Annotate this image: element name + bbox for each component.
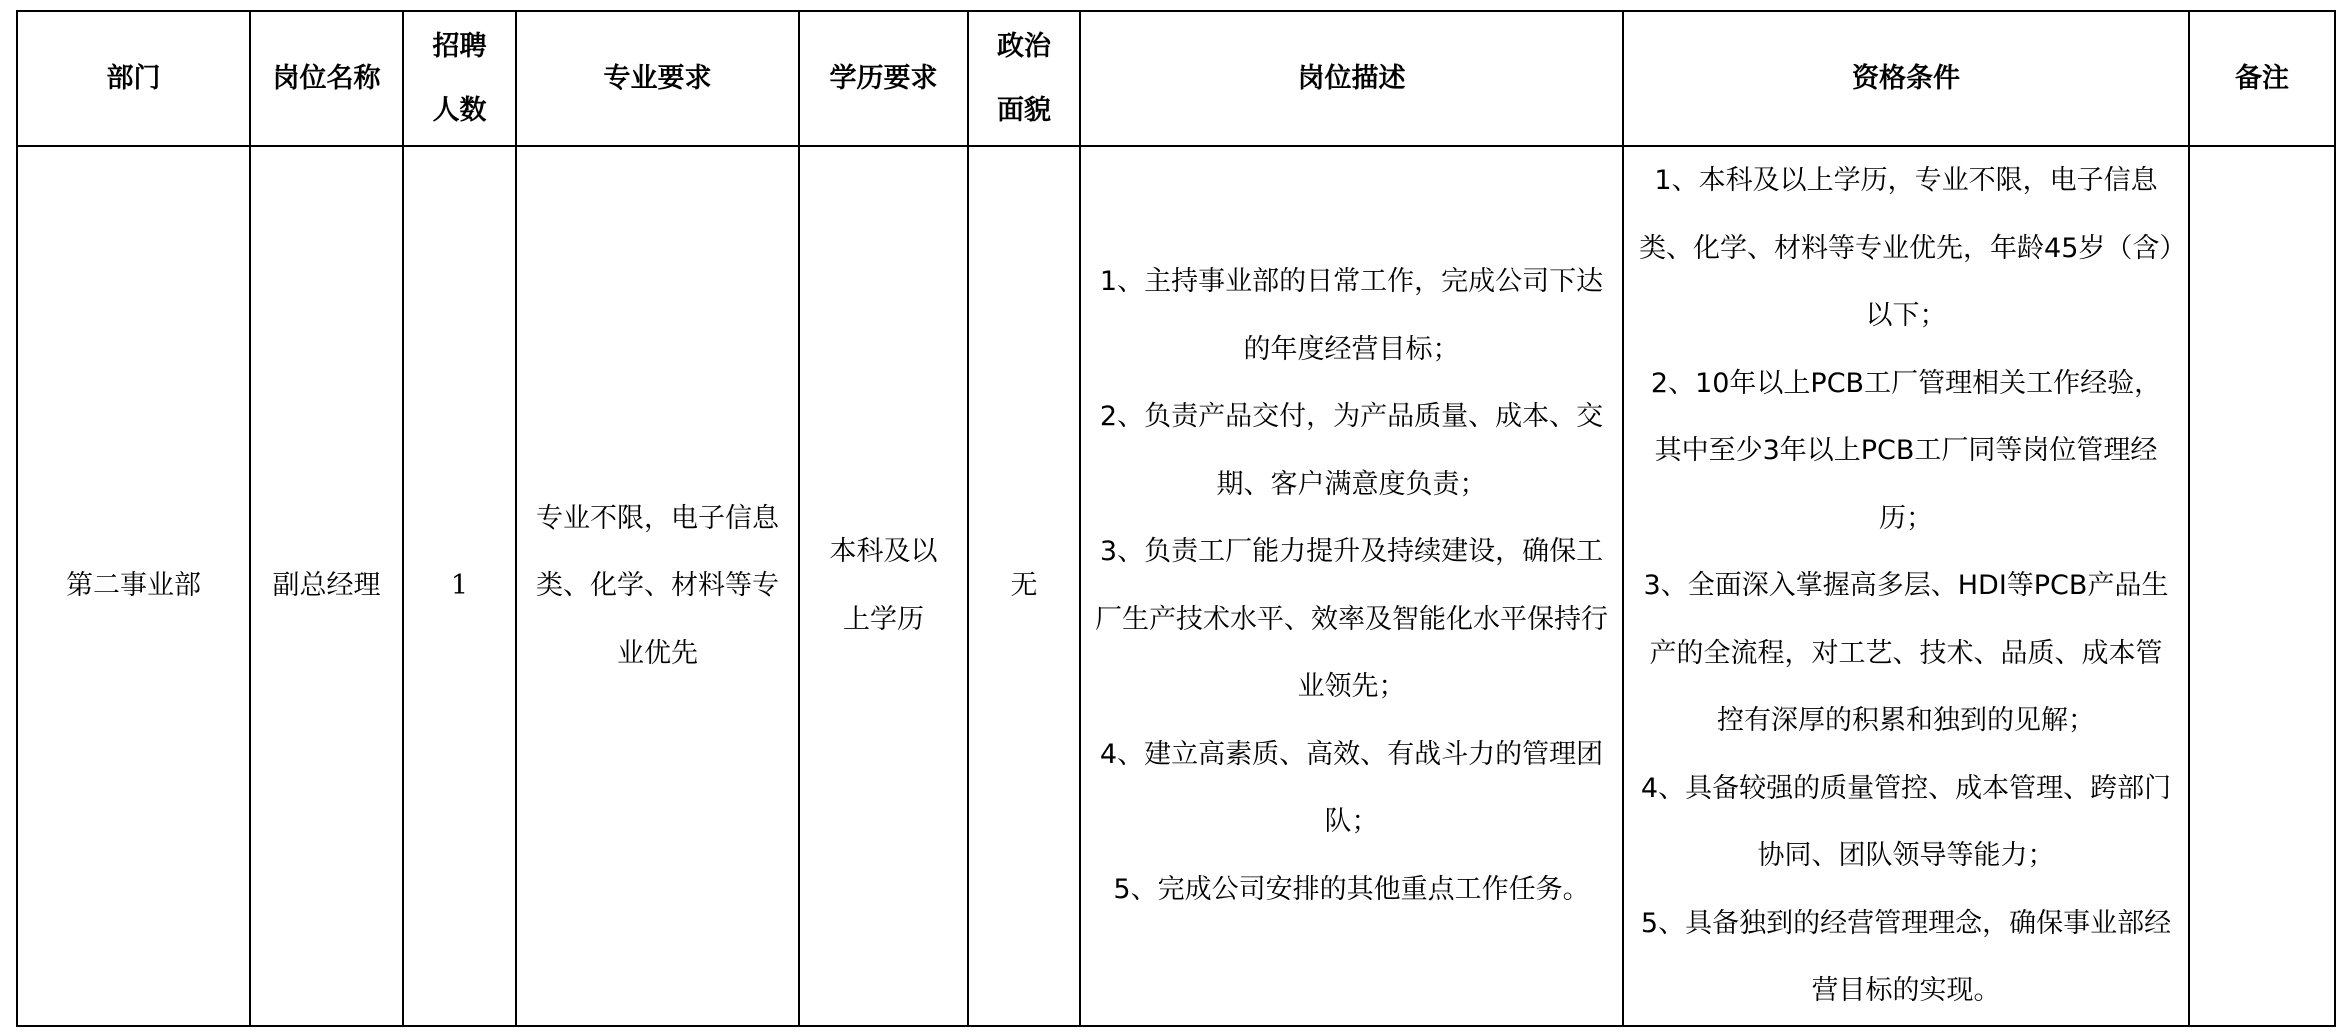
- qualification-item: 4、具备较强的质量管控、成本管理、跨部门协同、团队领导等能力；: [1640, 772, 2172, 871]
- qualification-item: 1、本科及以上学历，专业不限，电子信息类、化学、材料等专业优先，年龄45岁（含）以下；: [1639, 165, 2173, 331]
- description-item: 5、完成公司安排的其他重点工作任务。: [1113, 873, 1590, 905]
- header-political-line: 政治: [997, 30, 1051, 62]
- qualification-item: 2、10年以上PCB工厂管理相关工作经验，其中至少3年以上PCB工厂同等岗位管理经历；: [1650, 367, 2162, 534]
- recruitment-table: [16, 10, 2336, 1027]
- description-item: 2、负责产品交付，为产品质量、成本、交期、客户满意度负责；: [1099, 401, 1604, 500]
- header-headcount-line: 人数: [432, 94, 487, 126]
- header-headcount-line: 招聘: [432, 30, 487, 62]
- header-department: 部门: [17, 11, 250, 146]
- header-remarks: 备注: [2189, 11, 2335, 146]
- header-major: 专业要求: [516, 11, 799, 146]
- qualification-item: 5、具备独到的经营管理理念，确保事业部经营目标的实现。: [1640, 907, 2172, 1006]
- cell-headcount: 1: [403, 146, 516, 1026]
- header-political: [968, 11, 1080, 146]
- cell-education: [799, 146, 968, 1026]
- cell-qualifications: [1623, 146, 2189, 1026]
- description-item: 4、建立高素质、高效、有战斗力的管理团队；: [1099, 738, 1604, 838]
- major-text: 专业不限，电子信息类、化学、材料等专业优先: [536, 502, 779, 669]
- cell-major: [516, 146, 799, 1026]
- cell-political: 无: [968, 146, 1080, 1026]
- header-position-name: 岗位名称: [250, 11, 403, 146]
- table-row: [17, 146, 2335, 1026]
- header-row: [17, 11, 2335, 146]
- header-headcount: [403, 11, 516, 146]
- education-text: 本科及以上学历: [829, 536, 938, 635]
- qualification-item: 3、全面深入掌握高多层、HDI等PCB产品生产的全流程，对工艺、技术、品质、成本管控有深厚的积累和独到的见解；: [1643, 570, 2169, 736]
- description-item: 3、负责工厂能力提升及持续建设，确保工厂生产技术水平、效率及智能化水平保持行业领先；: [1095, 536, 1608, 703]
- description-item: 1、主持事业部的日常工作，完成公司下达的年度经营目标；: [1099, 266, 1604, 365]
- cell-department: 第二事业部: [17, 146, 250, 1026]
- cell-remarks: [2189, 146, 2335, 1026]
- cell-position-name: 副总经理: [250, 146, 403, 1026]
- header-description: 岗位描述: [1080, 11, 1623, 146]
- header-political-line: 面貌: [997, 94, 1051, 126]
- header-qualifications: 资格条件: [1623, 11, 2189, 146]
- cell-description: [1080, 146, 1623, 1026]
- header-education: 学历要求: [799, 11, 968, 146]
